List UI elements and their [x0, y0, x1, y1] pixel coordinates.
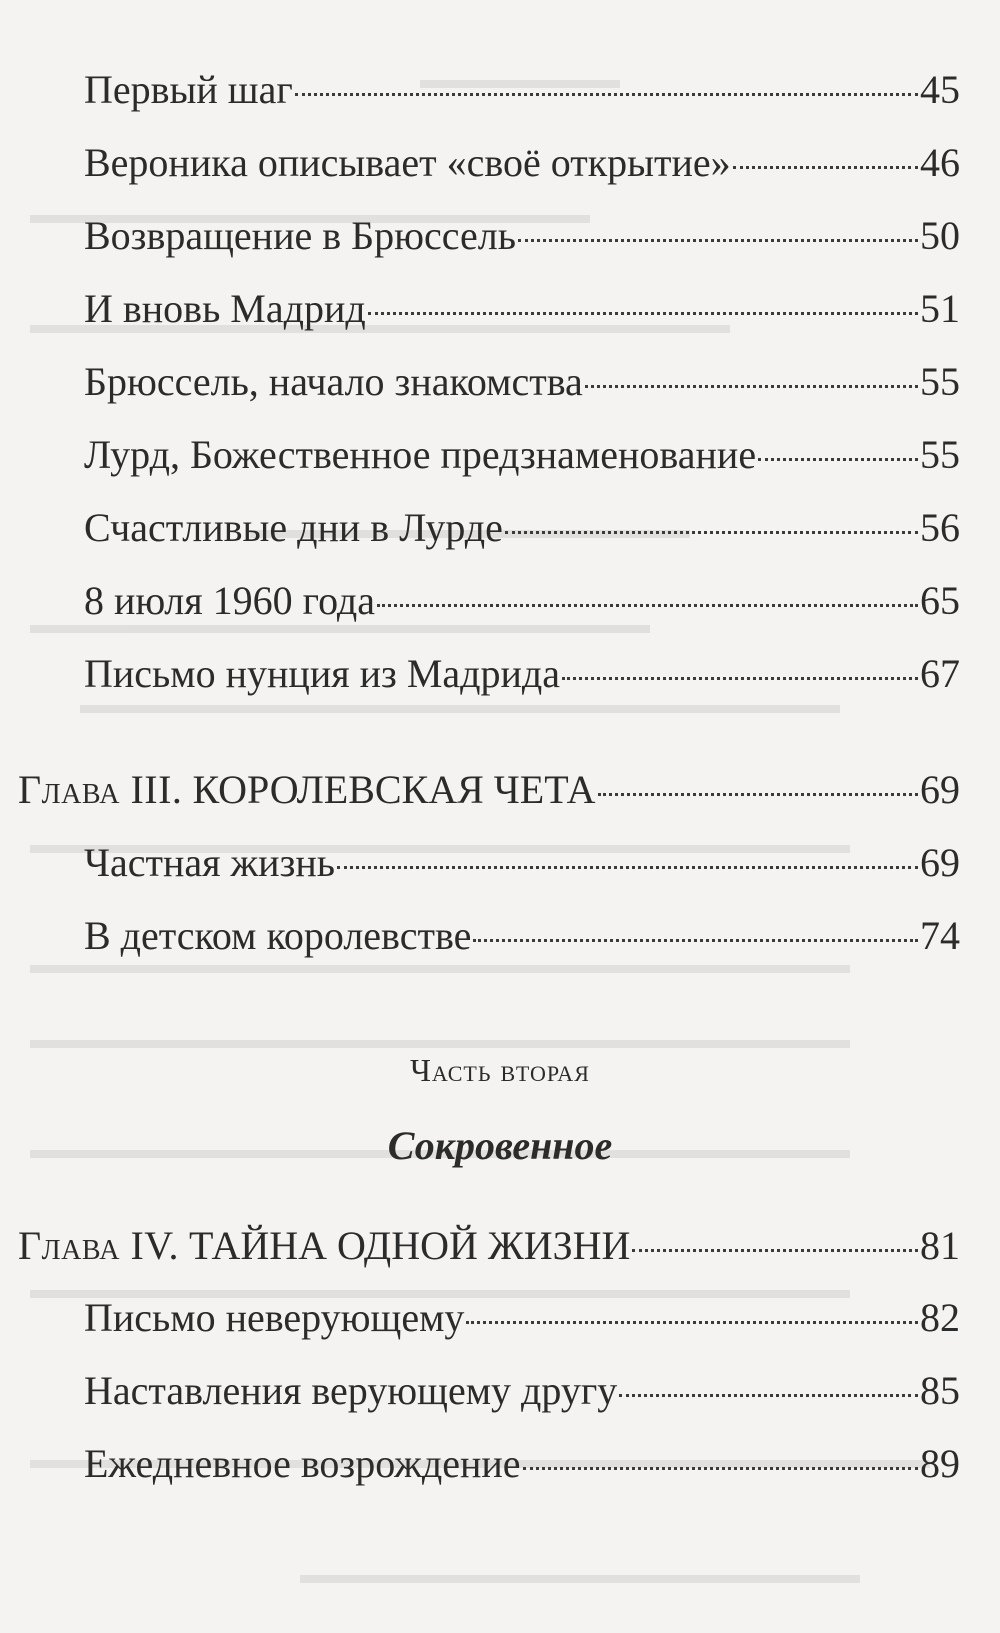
toc-entry-page: 85	[920, 1368, 960, 1413]
toc-entry	[84, 1361, 960, 1421]
leader-dots	[337, 866, 918, 869]
toc-chapter-page: 81	[920, 1223, 960, 1268]
toc-entry-page: 67	[920, 651, 960, 696]
leader-dots	[632, 1249, 918, 1252]
toc-entry-title: Первый шаг	[84, 67, 293, 112]
toc-entry	[84, 425, 960, 485]
toc-entry-page: 55	[920, 432, 960, 477]
toc-chapter-heading	[18, 1216, 630, 1276]
toc-entry-title: Лурд, Божественное предзнаменование	[84, 432, 757, 477]
leader-dots	[473, 939, 918, 942]
leader-dots	[758, 458, 918, 461]
toc-entry	[84, 571, 960, 631]
leader-dots	[733, 166, 918, 169]
toc-entry-page: 45	[920, 67, 960, 112]
leader-dots	[523, 1467, 918, 1470]
toc-entry-title: Вероника описывает «своё открытие»	[84, 140, 731, 185]
toc-chapter	[18, 760, 960, 820]
leader-dots	[518, 239, 918, 242]
chapter-prefix: Глава IV.	[18, 1223, 180, 1268]
leader-dots	[585, 385, 918, 388]
toc-entry	[84, 498, 960, 558]
toc-entry-title: Ежедневное возрождение	[84, 1441, 521, 1486]
toc-entry-title: Частная жизнь	[84, 840, 336, 885]
leader-dots	[619, 1394, 918, 1397]
toc-entry-page: 74	[920, 913, 960, 958]
toc-entry-title: 8 июля 1960 года	[84, 578, 376, 623]
toc-entry-page: 50	[920, 213, 960, 258]
toc-entry-title: Брюссель, начало знакомства	[84, 359, 583, 404]
toc-entry	[84, 133, 960, 193]
toc-entry-page: 69	[920, 840, 960, 885]
leader-dots	[368, 312, 918, 315]
toc-entry	[84, 206, 960, 266]
toc-entry-title: Письмо неверующему	[84, 1295, 465, 1340]
toc-entry-page: 65	[920, 578, 960, 623]
toc-entry-title: Письмо нунция из Мадрида	[84, 651, 561, 696]
toc-entry-page: 89	[920, 1441, 960, 1486]
toc-entry-page: 82	[920, 1295, 960, 1340]
chapter-prefix: Глава III.	[18, 767, 183, 812]
toc-entry-title: В детском королевстве	[84, 913, 472, 958]
toc-entry	[84, 833, 960, 893]
toc-entry-page: 46	[920, 140, 960, 185]
leader-dots	[466, 1321, 918, 1324]
toc-chapter	[18, 1216, 960, 1276]
toc-entry	[84, 1288, 960, 1348]
leader-dots	[505, 531, 918, 534]
toc-chapter-heading	[18, 760, 596, 820]
toc-entry-title: Возвращение в Брюссель	[84, 213, 516, 258]
toc-entry-title: Наставления верующему другу	[84, 1368, 618, 1413]
toc-entry	[84, 644, 960, 704]
leader-dots	[377, 604, 918, 607]
toc-entry-title: И вновь Мадрид	[84, 286, 366, 331]
toc-entry	[84, 1434, 960, 1494]
toc-entry-page: 55	[920, 359, 960, 404]
toc-entry	[84, 279, 960, 339]
toc-entry	[84, 906, 960, 966]
toc-entry-page: 51	[920, 286, 960, 331]
chapter-title: ТАЙНА ОДНОЙ ЖИЗНИ	[189, 1223, 631, 1268]
toc-entry-title: Счастливые дни в Лурде	[84, 505, 503, 550]
leader-dots	[295, 93, 918, 96]
leader-dots	[598, 793, 918, 796]
part-title: Сокровенное	[387, 1123, 613, 1168]
toc-entry	[84, 352, 960, 412]
part-label: Часть вторая	[410, 1052, 590, 1088]
toc-entry-page: 56	[920, 505, 960, 550]
leader-dots	[562, 677, 918, 680]
chapter-title: КОРОЛЕВСКАЯ ЧЕТА	[192, 767, 596, 812]
toc-entry	[84, 60, 960, 120]
toc-chapter-page: 69	[920, 767, 960, 812]
